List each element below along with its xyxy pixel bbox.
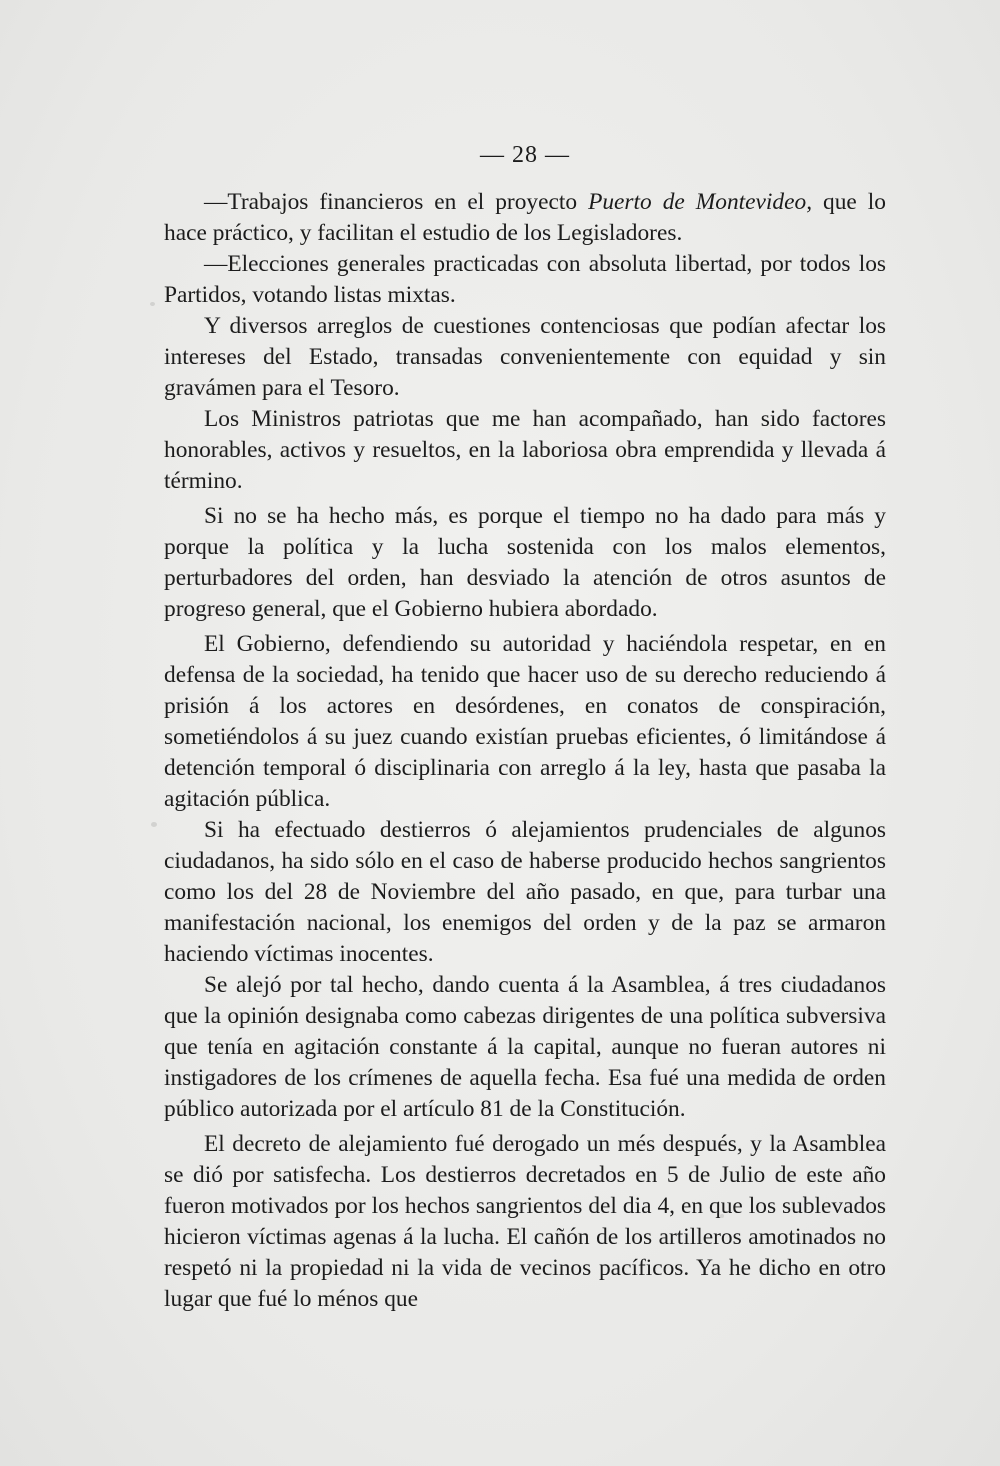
italic-title-puerto-de-montevideo: Puerto de Montevideo, <box>588 189 813 215</box>
paragraph-text: que lo hace práctico, y facilitan el estudio de los Legisladores. <box>164 189 886 246</box>
body-text <box>164 187 886 1315</box>
paragraph-elecciones: —Elecciones generales practicadas con absoluta libertad, por todos los Partidos, votando listas mixtas. <box>164 251 886 308</box>
paragraph-arreglos: Y diversos arreglos de cuestiones contenciosas que podían afectar los intereses del Estado, transadas convenientemente con equidad y sin gravámen para el Tesoro. <box>164 313 886 401</box>
paragraph-se-alejo: Se alejó por tal hecho, dando cuenta á la Asamblea, á tres ciudadanos que la opinión designaba como cabezas dirigentes de una política subversiva que tenía en agitación constante á la capital, aunque no fueran autores ni instigadores de los crímenes de aquella fecha. Esa fué una medida de orden público autorizada por el artículo 81 de la Constitución. <box>164 972 886 1122</box>
paragraph-el-decreto: El decreto de alejamiento fué derogado un més después, y la Asamblea se dió por satisfecha. Los destierros decretados en 5 de Julio de este año fueron motivados por los hechos sangrientos del dia 4, en que los sublevados hicieron víctimas agenas á la lucha. El cañón de los artilleros amotinados no respetó ni la propiedad ni la vida de vecinos pacíficos. Ya he dicho en otro lugar que fué lo ménos que <box>164 1131 886 1312</box>
paper-speck <box>150 302 155 306</box>
paragraph-si-no-se-ha-hecho: Si no se ha hecho más, es porque el tiempo no ha dado para más y porque la política y la lucha sostenida con los malos elementos, perturbadores del orden, han desviado la atención de otros asuntos de progreso general, que el Gobierno hubiera abordado. <box>164 503 886 622</box>
paragraph-puerto-montevideo <box>164 187 886 249</box>
paragraph-ministros: Los Ministros patriotas que me han acompañado, han sido factores honorables, activos y resueltos, en la laboriosa obra emprendida y llevada á término. <box>164 406 886 494</box>
page-number: — 28 — <box>480 142 570 168</box>
paragraph-el-gobierno: El Gobierno, defendiendo su autoridad y haciéndola respetar, en en defensa de la sociedad, ha tenido que hacer uso de su derecho reduciendo á prisión á los actores en desórdenes, en conatos de conspiración, sometiéndolos á su juez cuando existían pruebas eficientes, ó limitándose á detención temporal ó disciplinaria con arreglo á la ley, hasta que pasaba la agitación pública. <box>164 631 886 812</box>
paragraph-text: —Trabajos financieros en el proyecto <box>204 189 589 215</box>
paragraph-destierros: Si ha efectuado destierros ó alejamientos prudenciales de algunos ciudadanos, ha sido sólo en el caso de haberse producido hechos sangrientos como los del 28 de Noviembre del año pasado, en que, para turbar una manifestación nacional, los enemigos del orden y de la paz se armaron haciendo víctimas inocentes. <box>164 817 886 967</box>
paper-speck <box>151 822 157 827</box>
